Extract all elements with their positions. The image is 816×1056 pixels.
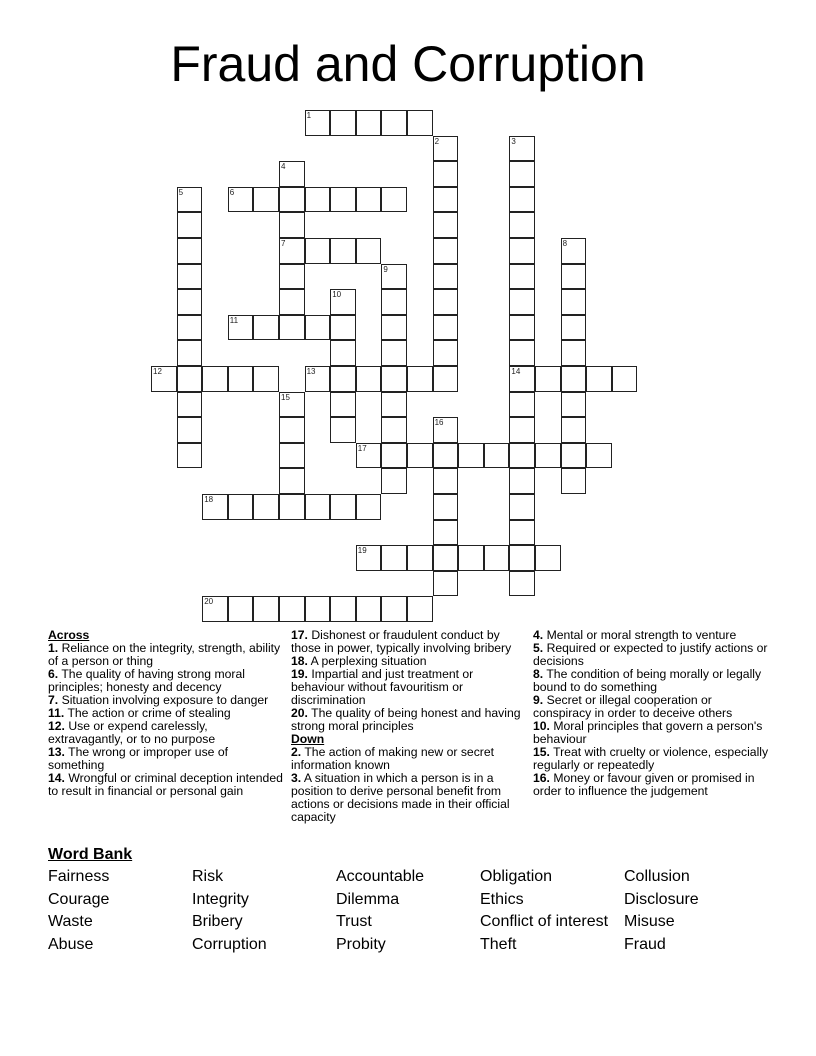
grid-cell[interactable] [177,264,203,290]
grid-cell[interactable] [177,212,203,238]
grid-cell[interactable] [381,366,407,392]
grid-cell[interactable] [228,366,254,392]
grid-cell[interactable] [561,366,587,392]
clue-number: 15 [281,392,290,402]
grid-cell[interactable] [381,468,407,494]
grid-cell[interactable] [279,443,305,469]
grid-cell[interactable] [279,238,305,264]
grid-cell[interactable] [509,417,535,443]
grid-cell[interactable] [279,468,305,494]
grid-cell[interactable] [356,443,382,469]
word-bank-title: Word Bank [48,846,133,863]
clue-across-6: 6. The quality of having strong moral principles; honesty and decency [48,667,245,694]
word-bank-item: Probity [336,935,386,953]
grid-cell[interactable] [407,596,433,622]
grid-cell[interactable] [381,417,407,443]
grid-cell[interactable] [177,443,203,469]
grid-cell[interactable] [151,366,177,392]
grid-cell[interactable] [509,212,535,238]
clue-across-1: 1. Reliance on the integrity, strength, ability of a person or thing [48,641,281,668]
grid-cell[interactable] [356,494,382,520]
grid-cell[interactable] [586,443,612,469]
grid-cell[interactable] [177,366,203,392]
clues-column-3 [533,629,769,798]
grid-cell[interactable] [330,417,356,443]
clue-number: 17 [357,443,367,453]
grid-cell[interactable] [177,187,203,213]
word-bank-item: Trust [336,913,372,931]
word-bank-item: Dilemma [336,890,400,908]
clue-down-8: 8. The condition of being morally or legally bound to do something [533,667,762,694]
grid-cell[interactable] [484,443,510,469]
grid-cell[interactable] [330,289,356,315]
grid-cell[interactable] [279,187,305,213]
grid-cell[interactable] [509,545,535,571]
grid-cell[interactable] [381,443,407,469]
grid-cell[interactable] [433,366,459,392]
grid-cell[interactable] [612,366,638,392]
word-bank-item: Abuse [48,935,94,953]
grid-cell[interactable] [228,187,254,213]
grid-cell[interactable] [356,366,382,392]
grid-cell[interactable] [330,110,356,136]
clue-number: 4 [281,162,286,172]
grid-cell[interactable] [433,289,459,315]
grid-cell[interactable] [433,494,459,520]
grid-cell[interactable] [433,443,459,469]
grid-cell[interactable] [509,161,535,187]
clue-number: 9 [383,264,388,274]
grid-cell[interactable] [177,417,203,443]
clue-across-14: 14. Wrongful or criminal deception intended to result in financial or personal gain [48,771,283,798]
grid-cell[interactable] [484,545,510,571]
grid-cell[interactable] [253,187,279,213]
clue-across-11: 11. The action or crime of stealing [48,706,231,720]
grid-cell[interactable] [561,315,587,341]
grid-cell[interactable] [356,596,382,622]
clue-number: 3 [511,136,516,146]
clue-number: 8 [562,239,568,248]
clue-down-15: 15. Treat with cruelty or violence, especially regularly or repeatedly [533,745,769,772]
across-heading: Across [48,628,90,642]
clue-down-9: 9. Secret or illegal cooperation or conspiracy in order to deceive others [533,693,733,720]
grid-cell[interactable] [330,340,356,366]
grid-cell[interactable] [305,110,331,136]
grid-cell[interactable] [407,110,433,136]
grid-cell[interactable] [433,417,459,443]
grid-cell[interactable] [509,238,535,264]
clue-down-3: 3. A situation in which a person is in a position to derive personal benefit from actions or decisions made in their official capacity [291,771,510,824]
grid-cell[interactable] [509,340,535,366]
grid-cell[interactable] [305,187,331,213]
grid-cell[interactable] [253,596,279,622]
word-bank-item: Waste [48,913,93,931]
grid-cell[interactable] [407,366,433,392]
clue-number: 19 [357,546,367,556]
grid-cell[interactable] [509,289,535,315]
grid-cell[interactable] [433,468,459,494]
grid-cell[interactable] [279,494,305,520]
grid-cell[interactable] [356,110,382,136]
word-bank-item: Courage [48,890,110,908]
word-bank-item: Fairness [48,868,110,885]
grid-cell[interactable] [279,417,305,443]
grid-cell[interactable] [381,315,407,341]
grid-cell[interactable] [356,238,382,264]
grid-cell[interactable] [228,315,254,341]
clues-column-2 [291,629,527,824]
word-bank-item: Disclosure [624,890,699,908]
grid-cell[interactable] [433,315,459,341]
grid-cell[interactable] [433,136,459,162]
clue-across-19: 19. Impartial and just treatment or behaviour without favouritism or discrimination [291,667,474,707]
grid-cell[interactable] [305,315,331,341]
grid-cell[interactable] [202,596,228,622]
grid-cell[interactable] [561,443,587,469]
grid-cell[interactable] [381,596,407,622]
word-bank-item: Conflict of interest [480,913,609,931]
grid-cell[interactable] [202,366,228,392]
word-bank-item: Obligation [480,868,553,885]
down-heading: Down [291,732,325,746]
grid-cell[interactable] [509,468,535,494]
grid-cell[interactable] [279,212,305,238]
grid-cell[interactable] [433,238,459,264]
word-bank-item: Fraud [624,935,666,953]
grid-cell[interactable] [253,315,279,341]
word-bank-item: Integrity [192,890,249,908]
word-bank-item: Ethics [480,890,524,908]
clue-across-7: 7. Situation involving exposure to danger [48,693,269,707]
grid-cell[interactable] [177,315,203,341]
word-bank-item: Theft [480,935,517,953]
grid-cell[interactable] [279,596,305,622]
grid-cell[interactable] [433,571,459,597]
clue-down-5: 5. Required or expected to justify actions or decisions [533,641,768,668]
page-title: Fraud and Corruption [170,36,646,92]
grid-cell[interactable] [305,494,331,520]
clue-across-18: 18. A perplexing situation [291,654,427,668]
clue-number: 10 [332,290,342,300]
grid-cell[interactable] [330,238,356,264]
grid-cell[interactable] [228,596,254,622]
grid-cell[interactable] [433,340,459,366]
grid-cell[interactable] [330,596,356,622]
grid-cell[interactable] [381,187,407,213]
word-bank-item: Collusion [624,868,690,885]
grid-cell[interactable] [509,571,535,597]
clue-number: 11 [229,315,239,325]
grid-cell[interactable] [253,366,279,392]
grid-cell[interactable] [228,494,254,520]
grid-cell[interactable] [458,443,484,469]
grid-cell[interactable] [253,494,279,520]
grid-cell[interactable] [279,161,305,187]
grid-cell[interactable] [356,187,382,213]
grid-cell[interactable] [509,392,535,418]
grid-cell[interactable] [381,545,407,571]
word-bank-item: Risk [192,868,224,885]
grid-cell[interactable] [509,136,535,162]
grid-cell[interactable] [330,187,356,213]
clue-down-16: 16. Money or favour given or promised in order to influence the judgement [533,771,755,798]
grid-cell[interactable] [202,494,228,520]
clue-across-17: 17. Dishonest or fraudulent conduct by those in power, typically involving bribery [291,628,512,655]
grid-cell[interactable] [177,238,203,264]
grid-cell[interactable] [509,366,535,392]
grid-cell[interactable] [433,187,459,213]
grid-cell[interactable] [458,545,484,571]
grid-cell[interactable] [509,443,535,469]
clue-number: 6 [229,187,235,197]
grid-cell[interactable] [433,264,459,290]
grid-cell[interactable] [407,545,433,571]
grid-cell[interactable] [381,264,407,290]
clue-down-4: 4. Mental or moral strength to venture [533,628,737,642]
clue-number: 1 [306,111,312,120]
word-bank-item: Bribery [192,913,243,931]
grid-cell[interactable] [509,520,535,546]
grid-cell[interactable] [330,366,356,392]
grid-cell[interactable] [381,289,407,315]
clue-number: 18 [204,495,214,504]
grid-cell[interactable] [330,392,356,418]
grid-cell[interactable] [509,264,535,290]
clue-number: 13 [306,367,316,376]
grid-cell[interactable] [509,494,535,520]
grid-cell[interactable] [305,366,331,392]
clue-across-13: 13. The wrong or improper use of something [48,745,228,772]
clue-number: 12 [153,367,162,376]
clue-number: 16 [434,418,444,428]
grid-cell[interactable] [279,392,305,418]
grid-cell[interactable] [561,392,587,418]
grid-cell[interactable] [433,161,459,187]
grid-cell[interactable] [381,110,407,136]
clue-number: 7 [281,239,286,248]
grid-cell[interactable] [535,443,561,469]
grid-cell[interactable] [535,545,561,571]
clues-column-1 [48,629,284,798]
clue-number: 14 [511,367,521,376]
clue-number: 2 [434,136,440,146]
clue-number: 20 [204,597,214,607]
grid-cell[interactable] [330,494,356,520]
grid-cell[interactable] [561,238,587,264]
grid-cell[interactable] [177,289,203,315]
grid-cell[interactable] [433,545,459,571]
grid-cell[interactable] [561,264,587,290]
word-bank-item: Accountable [336,868,425,885]
grid-cell[interactable] [509,187,535,213]
grid-cell[interactable] [279,264,305,290]
grid-cell[interactable] [509,315,535,341]
grid-cell[interactable] [433,212,459,238]
grid-cell[interactable] [177,392,203,418]
clue-down-2: 2. The action of making new or secret information known [291,745,495,772]
clue-across-20: 20. The quality of being honest and having strong moral principles [291,706,521,733]
grid-cell[interactable] [356,545,382,571]
grid-cell[interactable] [305,238,331,264]
grid-cell[interactable] [381,340,407,366]
grid-cell[interactable] [279,289,305,315]
clue-number: 5 [178,187,184,197]
grid-cell[interactable] [561,417,587,443]
word-bank-item: Misuse [624,913,675,931]
grid-cell[interactable] [381,392,407,418]
clue-down-10: 10. Moral principles that govern a person's behaviour [533,719,763,746]
grid-cell[interactable] [561,340,587,366]
grid-cell[interactable] [586,366,612,392]
word-bank [48,867,788,957]
grid-cell[interactable] [279,315,305,341]
grid-cell[interactable] [433,520,459,546]
grid-cell[interactable] [561,468,587,494]
word-bank-item: Corruption [192,935,267,953]
grid-cell[interactable] [561,289,587,315]
grid-cell[interactable] [407,443,433,469]
grid-cell[interactable] [305,596,331,622]
grid-cell[interactable] [177,340,203,366]
grid-cell[interactable] [330,315,356,341]
grid-cell[interactable] [535,366,561,392]
clue-across-12: 12. Use or expend carelessly, extravagantly, or to no purpose [48,719,216,746]
